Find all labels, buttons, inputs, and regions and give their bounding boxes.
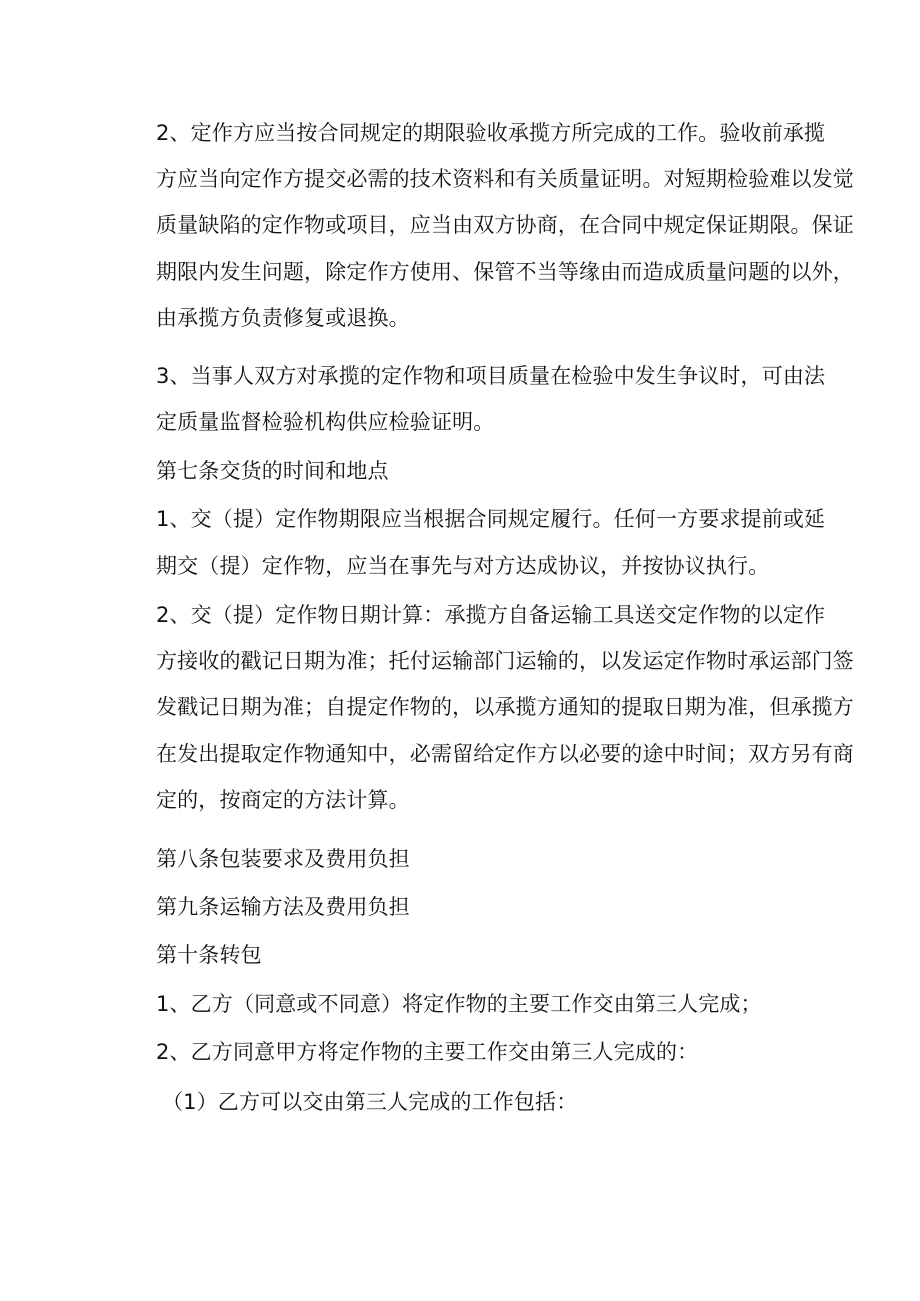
text-line: 定的，按商定的方法计算。 [156,788,410,812]
text-line: 发戳记日期为准；自提定作物的，以承揽方通知的提取日期为准，但承揽方 [156,695,854,719]
section-heading: 第八条包装要求及费用负担 [156,847,410,871]
text-line: 2、交（提）定作物日期计算：承揽方自备运输工具送交定作物的以定作 [156,603,826,627]
text-line: 2、定作方应当按合同规定的期限验收承揽方所完成的工作。验收前承揽 [156,121,826,145]
text-line: 期限内发生问题，除定作方使用、保管不当等缘由而造成质量问题的以外， [156,260,854,284]
text-line: 期交（提）定作物，应当在事先与对方达成协议，并按协议执行。 [156,554,770,578]
section-heading: 第九条运输方法及费用负担 [156,895,410,919]
text-line: 方应当向定作方提交必需的技术资料和有关质量证明。对短期检验难以发觉 [156,167,854,191]
text-line: 2、乙方同意甲方将定作物的主要工作交由第三人完成的： [156,1040,699,1064]
text-line: 质量缺陷的定作物或项目，应当由双方协商，在合同中规定保证期限。保证 [156,213,854,237]
text-line: 由承揽方负责修复或退换。 [156,306,410,330]
text-line: （1）乙方可以交由第三人完成的工作包括： [162,1090,578,1114]
text-line: 1、交（提）定作物期限应当根据合同规定履行。任何一方要求提前或延 [156,507,826,531]
text-line: 3、当事人双方对承揽的定作物和项目质量在检验中发生争议时，可由法 [156,364,826,388]
section-heading: 第十条转包 [156,943,262,967]
text-line: 在发出提取定作物通知中，必需留给定作方以必要的途中时间；双方另有商 [156,742,854,766]
text-line: 1、乙方（同意或不同意）将定作物的主要工作交由第三人完成； [156,992,762,1016]
text-line: 方接收的戳记日期为准；托付运输部门运输的，以发运定作物时承运部门签 [156,649,854,673]
text-line: 定质量监督检验机构供应检验证明。 [156,410,495,434]
section-heading: 第七条交货的时间和地点 [156,459,389,483]
